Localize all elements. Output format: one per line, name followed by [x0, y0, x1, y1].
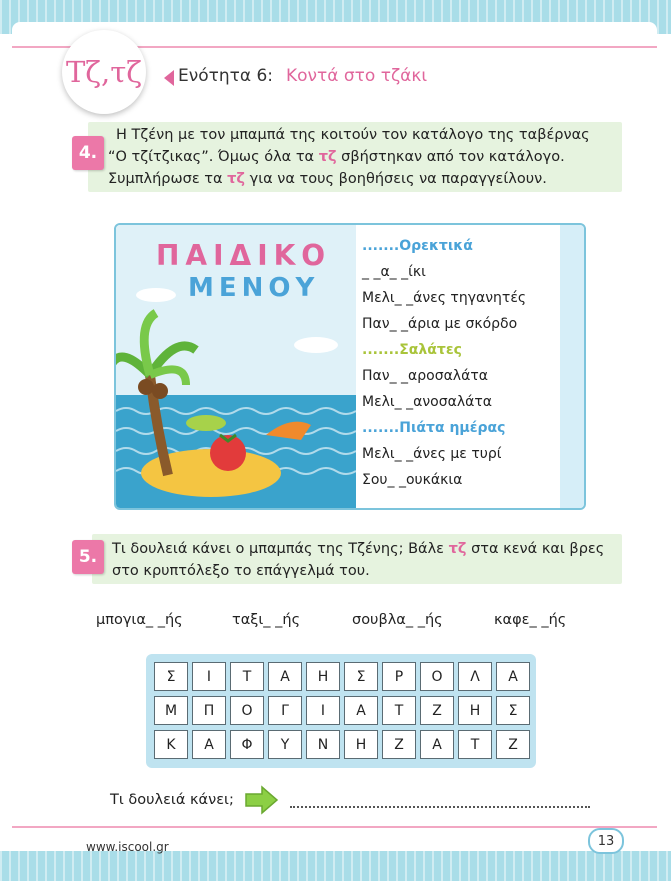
grid-cell: Σ	[154, 662, 188, 691]
bottom-rule	[12, 826, 657, 828]
grid-cell: Α	[496, 662, 530, 691]
menu-category-salads: .......Σαλάτες	[362, 342, 462, 358]
question-text: Τι δουλειά κάνει;	[110, 792, 234, 808]
letter-badge-text: Τζ,τζ	[65, 55, 143, 89]
grid-cell: Ο	[230, 696, 264, 725]
menu-item-2: Μελι_ _άνες τηγανητές	[362, 290, 527, 306]
grid-cell: Ι	[306, 696, 340, 725]
unit-label: Ενότητα 6:	[178, 66, 274, 86]
exercise-4-number: 4.	[72, 136, 104, 170]
exercise-4-line-3	[108, 168, 547, 190]
exercise-4-line-2-b: σβήστηκαν από τον κατάλογο.	[336, 149, 565, 165]
exercise-5-line-1-highlight: τζ	[448, 541, 467, 557]
kids-menu-card	[114, 223, 586, 510]
grid-cell: Η	[306, 662, 340, 691]
answer-line[interactable]	[290, 806, 590, 808]
grid-cell: Α	[344, 696, 378, 725]
grid-cell: Π	[192, 696, 226, 725]
exercise-4-line-2	[108, 146, 565, 168]
grid-cell: Λ	[458, 662, 492, 691]
grid-cell: Ν	[306, 730, 340, 759]
menu-title-line-1: ΠΑΙΔΙΚΟ	[156, 239, 332, 272]
letter-badge	[62, 30, 146, 114]
exercise-4-line-3-a: Συμπλήρωσε τα	[108, 171, 228, 187]
grid-cell: Ι	[192, 662, 226, 691]
grid-cell: Ζ	[420, 696, 454, 725]
grid-cell: Ρ	[382, 662, 416, 691]
grid-cell: Α	[268, 662, 302, 691]
grid-cell: Τ	[230, 662, 264, 691]
grid-cell: Σ	[496, 696, 530, 725]
site-url: www.iscool.gr	[86, 840, 169, 854]
menu-item-5: Μελι_ _ανοσαλάτα	[362, 394, 493, 410]
exercise-4-line-2-highlight: τζ	[318, 149, 337, 165]
arrow-right-icon	[244, 784, 280, 816]
menu-category-starters: .......Ορεκτικά	[362, 238, 473, 254]
page-number: 13	[588, 828, 624, 854]
exercise-5-line-2: στο κρυπτόλεξο το επάγγελμά του.	[112, 563, 370, 579]
menu-side-strip	[560, 225, 584, 508]
grid-cell: Τ	[458, 730, 492, 759]
menu-item-7: Σου_ _ουκάκια	[362, 472, 463, 488]
exercise-5-line-1-a: Τι δουλειά κάνει ο μπαμπάς της Τζένης; Βάλε	[112, 541, 449, 557]
grid-cell: Η	[344, 730, 378, 759]
grid-cell: Κ	[154, 730, 188, 759]
word-search-grid	[146, 654, 536, 768]
grid-cell: Ο	[420, 662, 454, 691]
grid-cell: Υ	[268, 730, 302, 759]
grid-cell: Η	[458, 696, 492, 725]
grid-cell: Ζ	[382, 730, 416, 759]
menu-title-line-2: ΜΕΝΟΥ	[188, 273, 320, 303]
word-1: μπογια_ _ής	[96, 612, 183, 628]
unit-arrow-icon	[164, 70, 174, 86]
exercise-5-number: 5.	[72, 540, 104, 574]
word-4: καφε_ _ής	[494, 612, 567, 628]
exercise-4-line-3-b: για να τους βοηθήσεις να παραγγείλουν.	[245, 171, 547, 187]
menu-item-6: Μελι_ _άνες με τυρί	[362, 446, 502, 462]
word-3: σουβλα_ _ής	[352, 612, 443, 628]
grid-cell: Μ	[154, 696, 188, 725]
grid-cell: Ζ	[496, 730, 530, 759]
unit-name: Κοντά στο τζάκι	[286, 66, 428, 86]
exercise-4-line-2-a: “Ο τζίτζικας”. Όμως όλα τα	[108, 149, 319, 165]
exercise-4-line-1: Η Τζένη με τον μπαμπά της κοιτούν τον κατάλογο της ταβέρνας	[116, 127, 590, 143]
menu-item-1: _ _α_ _ίκι	[362, 264, 426, 280]
exercise-5-line-1-b: στα κενά και βρες	[466, 541, 605, 557]
menu-item-4: Παν_ _αροσαλάτα	[362, 368, 488, 384]
grid-cell: Α	[192, 730, 226, 759]
exercise-5-line-1	[112, 538, 604, 560]
word-2: ταξι_ _ής	[232, 612, 301, 628]
grid-cell: Α	[420, 730, 454, 759]
grid-cell: Τ	[382, 696, 416, 725]
grid-cell: Φ	[230, 730, 264, 759]
grid-cell: Γ	[268, 696, 302, 725]
menu-category-daily: .......Πιάτα ημέρας	[362, 420, 506, 436]
grid-cell: Σ	[344, 662, 378, 691]
bottom-band	[0, 851, 671, 881]
exercise-4-line-3-highlight: τζ	[227, 171, 245, 187]
menu-item-3: Παν_ _άρια με σκόρδο	[362, 316, 518, 332]
